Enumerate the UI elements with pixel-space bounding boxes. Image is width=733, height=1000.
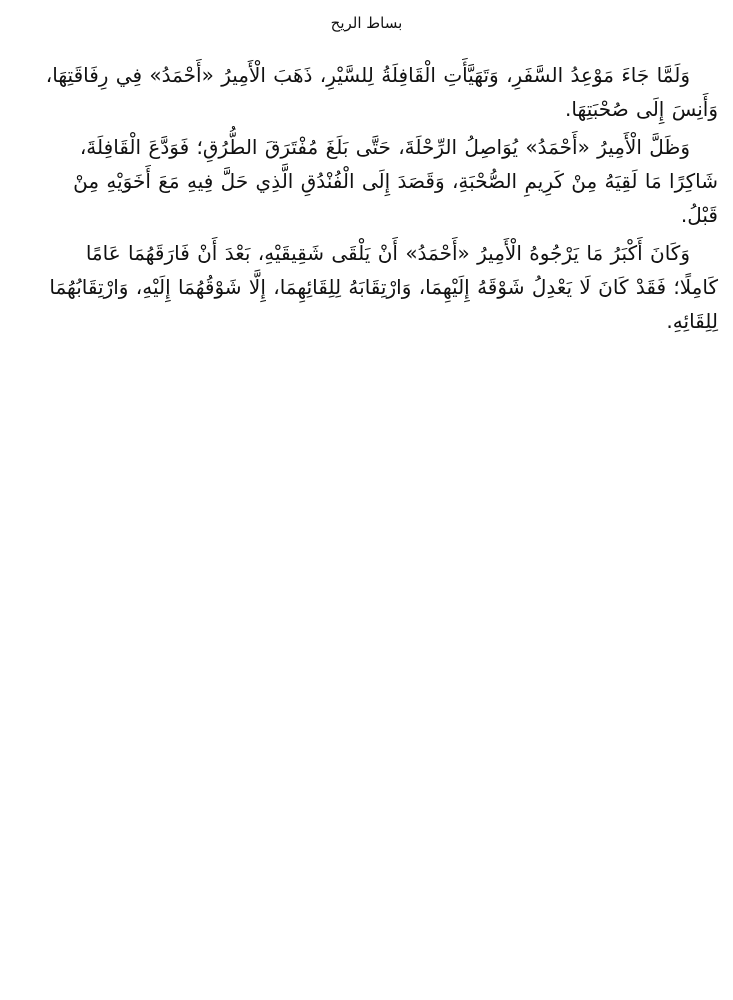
paragraph-1: وَلَمَّا جَاءَ مَوْعِدُ السَّفَرِ، وَتَهَيَّأَتِ الْقَافِلَةُ لِلسَّيْرِ، ذَهَبَ الْأَمِيرُ «أَحْمَدُ» فِي رِفَاقَتِهَا، وَأَنِسَ إِلَى صُحْبَتِهَا. [45,63,718,121]
paragraph-3: وَكَانَ أَكْبَرُ مَا يَرْجُوهُ الْأَمِيرُ «أَحْمَدُ» أَنْ يَلْقَى شَقِيقَيْهِ، بَعْدَ أَنْ فَارَقَهُمَا عَامًا كَامِلًا؛ فَقَدْ كَانَ لَا يَعْدِلُ شَوْقَهُ إِلَيْهِمَا، وَارْتِقَابَهُ لِلِقَائِهِمَا، إِلَّا شَوْقُهُمَا إِلَيْهِ، وَارْتِقَابُهُمَا لِلِقَائِهِ. [49,241,718,333]
page-title: بساط الريح [330,14,403,32]
story-text [36,58,718,342]
paragraph-2: وَظَلَّ الْأَمِيرُ «أَحْمَدُ» يُوَاصِلُ الرِّحْلَةَ، حَتَّى بَلَغَ مُفْتَرَقَ الطُّرُقِ؛ فَوَدَّعَ الْقَافِلَةَ، شَاكِرًا مَا لَقِيَهُ مِنْ كَرِيمِ الصُّحْبَةِ، وَقَصَدَ إِلَى الْفُنْدُقِ الَّذِي حَلَّ فِيهِ مَعَ أَخَوَيْهِ مِنْ قَبْلُ. [73,135,718,227]
